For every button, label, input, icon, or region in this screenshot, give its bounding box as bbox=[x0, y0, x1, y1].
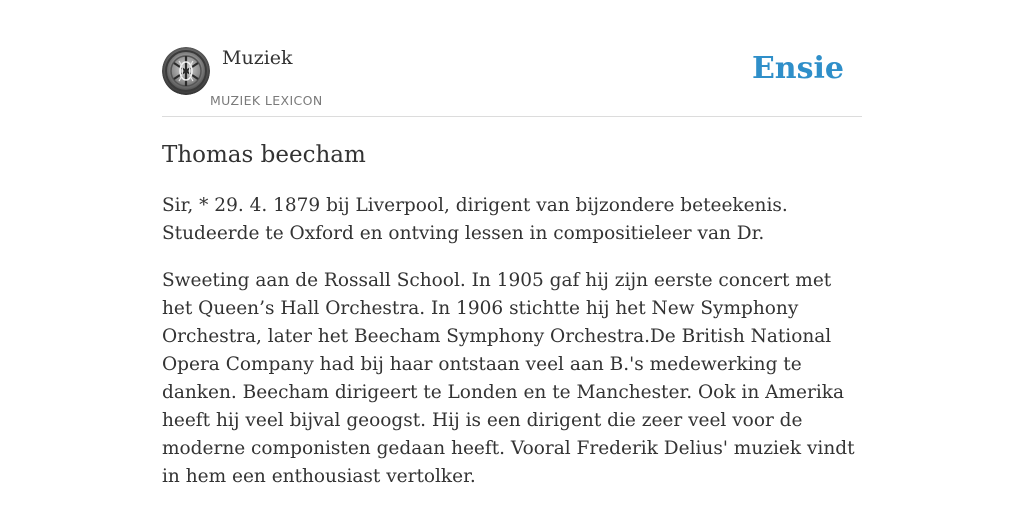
category-avatar-icon[interactable] bbox=[162, 47, 210, 95]
category-link[interactable]: Muziek bbox=[222, 47, 293, 69]
article-title: Thomas beecham bbox=[162, 142, 366, 168]
brand-logo[interactable]: Ensie bbox=[751, 51, 844, 86]
article-body bbox=[162, 192, 866, 510]
category-subtitle: MUZIEK LEXICON bbox=[210, 93, 323, 108]
article-paragraph: Sir, * 29. 4. 1879 bij Liverpool, dirigent van bijzondere beteekenis. Studeerde te Oxford en ontving lessen in compositieleer van Dr. bbox=[162, 195, 788, 244]
article-paragraph: Sweeting aan de Rossall School. In 1905 gaf hij zijn eerste concert met het Queen’s Hall Orchestra. In 1906 stichtte hij het New Symphony Orchestra, later het Beecham Symphony Orchestra.De British National Opera Company had bij haar ontstaan veel aan B.'s medewerking te danken. Beecham dirigeert te Londen en te Manchester. Ook in Amerika heeft hij veel bijval geoogst. Hij is een dirigent die zeer veel voor de moderne componisten gedaan heeft. Vooral Frederik Delius' muziek vindt in hem een enthousiast vertolker. bbox=[162, 270, 855, 487]
page-header bbox=[162, 0, 862, 117]
